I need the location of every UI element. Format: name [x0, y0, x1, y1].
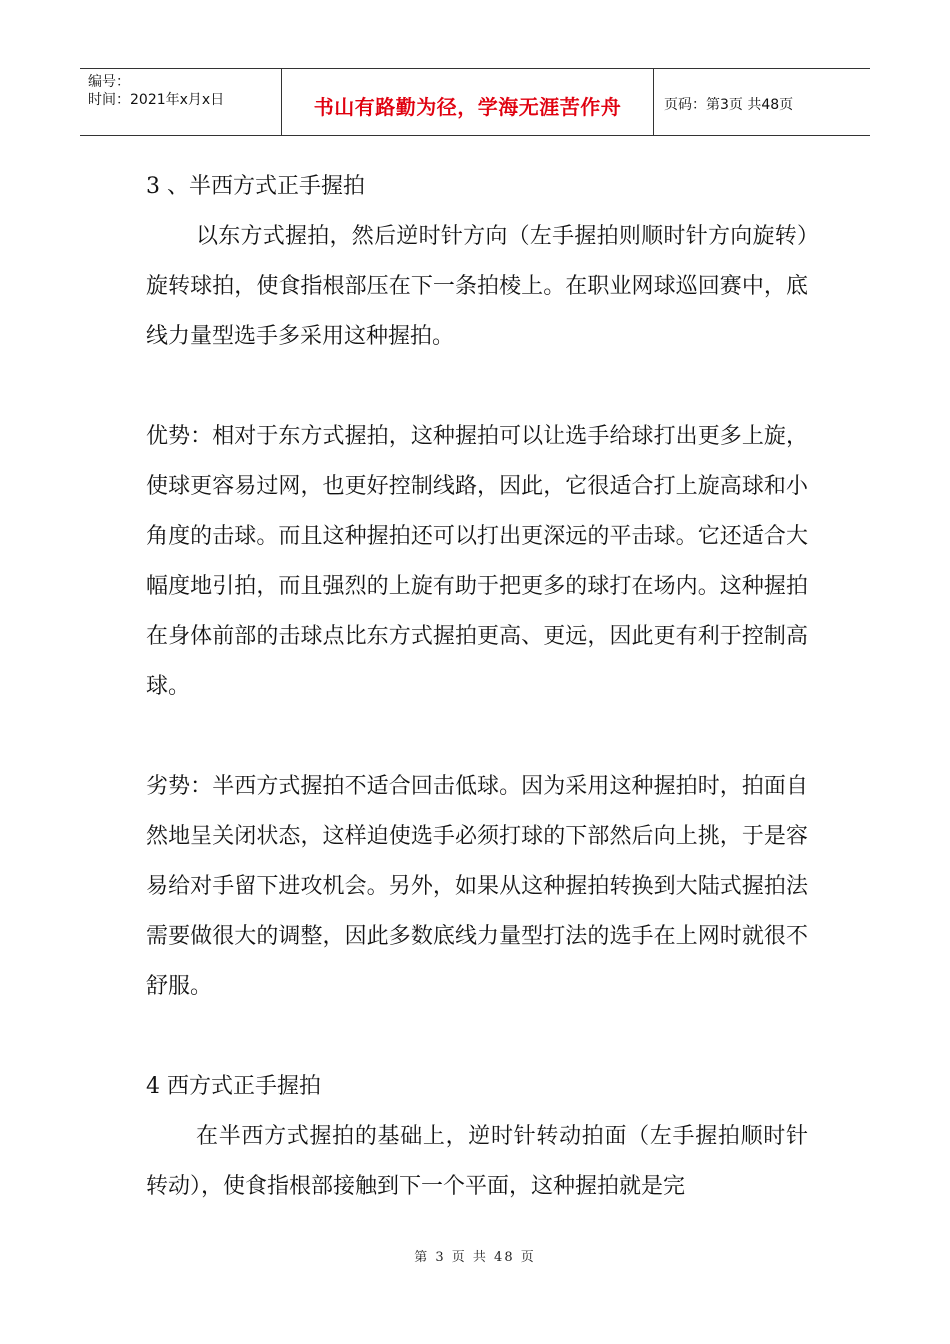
- section-heading-4: 4 西方式正手握拍: [146, 1074, 321, 1099]
- document-body: [146, 162, 808, 1212]
- page-footer: 第 3 页 共 48 页: [414, 1250, 536, 1265]
- section-3-advantage-paragraph: 优势：相对于东方式握拍，这种握拍可以让选手给球打出更多上旋，使球更容易过网，也更好控制线路，因此，它很适合打上旋高球和小角度的击球。而且这种握拍还可以打出更深远的平击球。它还适合大幅度地引拍，而且强烈的上旋有助于把更多的球打在场内。这种握拍在身体前部的击球点比东方式握拍更高、更远，因此更有利于控制高球。: [146, 424, 808, 699]
- header-table: [80, 68, 870, 136]
- header-page-info: 页码：第3页 共48页: [664, 97, 794, 113]
- section-4-intro-paragraph: 在半西方式握拍的基础上，逆时针转动拍面（左手握拍顺时针转动），使食指根部接触到下一个平面，这种握拍就是完: [146, 1124, 808, 1199]
- document-time-label: 时间：2021年x月x日: [88, 92, 225, 108]
- header-meta-cell: [80, 69, 282, 135]
- header-page-cell: [654, 69, 870, 135]
- document-number-label: 编号：: [88, 74, 130, 90]
- header-motto: 书山有路勤为径，学海无涯苦作舟: [313, 94, 622, 119]
- section-3-disadvantage-paragraph: 劣势：半西方式握拍不适合回击低球。因为采用这种握拍时，拍面自然地呈关闭状态，这样迫使选手必须打球的下部然后向上挑，于是容易给对手留下进攻机会。另外，如果从这种握拍转换到大陆式握拍法需要做很大的调整，因此多数底线力量型打法的选手在上网时就很不舒服。: [146, 774, 808, 999]
- header-motto-cell: [282, 69, 654, 135]
- section-heading-3: 3 、半西方式正手握拍: [146, 174, 365, 199]
- section-3-intro-paragraph: 以东方式握拍，然后逆时针方向（左手握拍则顺时针方向旋转）旋转球拍，使食指根部压在下一条拍棱上。在职业网球巡回赛中，底线力量型选手多采用这种握拍。: [146, 224, 808, 349]
